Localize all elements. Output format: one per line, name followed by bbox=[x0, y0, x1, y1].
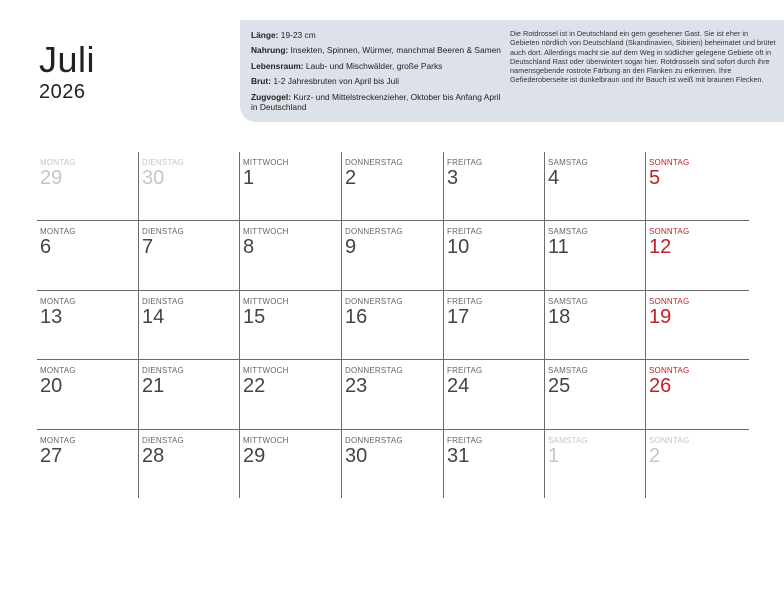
calendar-week bbox=[37, 290, 749, 359]
bird-info-panel bbox=[240, 20, 784, 122]
weekday-label: MITTWOCH bbox=[243, 296, 289, 306]
day-cell[interactable] bbox=[138, 291, 239, 359]
day-number: 12 bbox=[649, 236, 672, 259]
day-cell[interactable] bbox=[138, 430, 239, 498]
weekday-label: SAMSTAG bbox=[548, 227, 588, 237]
fact-text: 1-2 Jahresbruten von April bis Juli bbox=[273, 76, 400, 87]
day-number: 14 bbox=[142, 305, 165, 328]
weekday-label: FREITAG bbox=[447, 435, 483, 445]
weekday-label: SAMSTAG bbox=[548, 158, 588, 167]
day-number: 30 bbox=[142, 167, 165, 189]
fact-habitat bbox=[251, 61, 501, 71]
fact-label: Zugvogel: bbox=[251, 91, 292, 102]
day-cell[interactable] bbox=[37, 430, 138, 498]
day-cell[interactable] bbox=[341, 152, 443, 220]
bird-facts bbox=[251, 30, 501, 117]
day-cell[interactable] bbox=[239, 291, 341, 359]
day-cell[interactable] bbox=[544, 360, 645, 428]
weekday-label: DIENSTAG bbox=[142, 158, 184, 167]
weekday-label: DIENSTAG bbox=[142, 296, 184, 306]
day-number: 10 bbox=[447, 236, 470, 259]
day-number: 11 bbox=[548, 236, 569, 259]
day-number: 19 bbox=[649, 305, 672, 328]
day-cell[interactable] bbox=[239, 152, 341, 220]
day-number: 18 bbox=[548, 305, 571, 328]
day-cell[interactable] bbox=[37, 360, 138, 428]
weekday-label: DONNERSTAG bbox=[345, 435, 403, 445]
day-cell[interactable] bbox=[645, 360, 749, 428]
day-number: 20 bbox=[40, 375, 63, 398]
fact-text: Insekten, Spinnen, Würmer, manchmal Beeren & Samen bbox=[290, 45, 501, 56]
day-cell[interactable] bbox=[645, 430, 749, 498]
weekday-label: DIENSTAG bbox=[142, 435, 184, 445]
weekday-label: MITTWOCH bbox=[243, 158, 289, 167]
day-number: 31 bbox=[447, 444, 470, 467]
weekday-label: MITTWOCH bbox=[243, 435, 289, 445]
day-number: 22 bbox=[243, 375, 266, 398]
fact-label: Nahrung: bbox=[251, 45, 289, 56]
calendar-week bbox=[37, 429, 749, 498]
weekday-label: MONTAG bbox=[40, 296, 76, 306]
weekday-label: MONTAG bbox=[40, 366, 76, 376]
day-cell[interactable] bbox=[443, 221, 544, 289]
day-cell[interactable] bbox=[341, 291, 443, 359]
day-cell[interactable] bbox=[645, 221, 749, 289]
weekday-label: DIENSTAG bbox=[142, 366, 184, 376]
day-number: 16 bbox=[345, 305, 368, 328]
day-number: 8 bbox=[243, 236, 255, 259]
weekday-label: MONTAG bbox=[40, 158, 76, 167]
day-cell[interactable] bbox=[443, 360, 544, 428]
day-cell[interactable] bbox=[37, 291, 138, 359]
day-number: 30 bbox=[345, 444, 368, 467]
fact-food bbox=[251, 45, 501, 55]
day-number: 26 bbox=[649, 375, 672, 398]
weekday-label: FREITAG bbox=[447, 366, 483, 376]
fact-label: Brut: bbox=[251, 76, 272, 87]
weekday-label: DONNERSTAG bbox=[345, 296, 403, 306]
day-number: 15 bbox=[243, 305, 266, 328]
day-cell[interactable] bbox=[443, 430, 544, 498]
day-number: 13 bbox=[40, 305, 63, 328]
day-cell[interactable] bbox=[544, 152, 645, 220]
calendar-week bbox=[37, 359, 749, 428]
day-number: 29 bbox=[40, 167, 63, 189]
weekday-label: SONNTAG bbox=[649, 435, 690, 445]
calendar-week bbox=[37, 220, 749, 289]
day-number: 24 bbox=[447, 375, 470, 398]
weekday-label: SAMSTAG bbox=[548, 366, 588, 376]
weekday-label: MONTAG bbox=[40, 435, 76, 445]
day-cell[interactable] bbox=[37, 152, 138, 220]
weekday-label: SONNTAG bbox=[649, 366, 690, 376]
fact-migration bbox=[251, 92, 501, 112]
weekday-label: FREITAG bbox=[447, 227, 483, 237]
day-cell[interactable] bbox=[138, 221, 239, 289]
day-cell[interactable] bbox=[138, 360, 239, 428]
day-number: 23 bbox=[345, 375, 368, 398]
day-number: 7 bbox=[142, 236, 154, 259]
fact-text: 19-23 cm bbox=[280, 30, 316, 40]
fact-length bbox=[251, 30, 501, 40]
day-cell[interactable] bbox=[443, 291, 544, 359]
fact-breeding bbox=[251, 76, 501, 86]
day-number: 27 bbox=[40, 444, 63, 467]
weekday-label: SAMSTAG bbox=[548, 296, 588, 306]
weekday-label: SONNTAG bbox=[649, 227, 690, 237]
month-title bbox=[39, 40, 95, 103]
day-cell[interactable] bbox=[37, 221, 138, 289]
day-number: 2 bbox=[649, 444, 661, 467]
day-number: 1 bbox=[548, 444, 560, 467]
day-number: 21 bbox=[142, 375, 165, 398]
day-cell[interactable] bbox=[443, 152, 544, 220]
day-number: 4 bbox=[548, 167, 560, 189]
day-number: 28 bbox=[142, 444, 165, 467]
weekday-label: FREITAG bbox=[447, 296, 483, 306]
day-cell[interactable] bbox=[544, 221, 645, 289]
weekday-label: DONNERSTAG bbox=[345, 227, 403, 237]
bird-description: Die Rotdrossel ist in Deutschland ein gern gesehener Gast. Sie ist eher in Gebieten nördlich von Deutschland (Skandinavien, Sibirien) beheimatet und brütet auch dort. Allerdings macht sie auf dem Weg in südlicher gelegene Gebiete oft in Deutschland Rast oder überwintert sogar hier. Rotdrosseln sind sofort durch ihre namensgebende rostrote Färbung an den Flanken zu erkennen. Ihre Gefiederoberseite ist dunkelbraun und ihr Bauch ist weiß mit braunen Flecken. bbox=[510, 29, 776, 85]
day-cell[interactable] bbox=[138, 152, 239, 220]
day-cell[interactable] bbox=[544, 430, 645, 498]
day-number: 5 bbox=[649, 167, 661, 189]
weekday-label: MITTWOCH bbox=[243, 366, 289, 376]
weekday-label: SAMSTAG bbox=[548, 435, 588, 445]
day-cell[interactable] bbox=[645, 152, 749, 220]
calendar-grid bbox=[37, 152, 749, 498]
fact-text: Kurz- und Mittelstreckenzieher, Oktober bis Anfang April in Deutschland bbox=[251, 91, 501, 112]
day-number: 25 bbox=[548, 375, 571, 398]
day-cell[interactable] bbox=[341, 360, 443, 428]
weekday-label: SONNTAG bbox=[649, 158, 690, 167]
day-cell[interactable] bbox=[544, 291, 645, 359]
fact-label: Lebensraum: bbox=[251, 60, 304, 71]
day-cell[interactable] bbox=[239, 221, 341, 289]
calendar-week bbox=[37, 152, 749, 220]
weekday-label: DIENSTAG bbox=[142, 227, 184, 237]
weekday-label: DONNERSTAG bbox=[345, 366, 403, 376]
year: 2026 bbox=[39, 81, 86, 103]
day-number: 6 bbox=[40, 236, 52, 259]
day-number: 9 bbox=[345, 236, 357, 259]
day-number: 3 bbox=[447, 167, 459, 189]
weekday-label: SONNTAG bbox=[649, 296, 690, 306]
day-cell[interactable] bbox=[341, 221, 443, 289]
weekday-label: DONNERSTAG bbox=[345, 158, 403, 167]
day-number: 1 bbox=[243, 167, 255, 189]
day-number: 29 bbox=[243, 444, 266, 467]
weekday-label: FREITAG bbox=[447, 158, 483, 167]
day-cell[interactable] bbox=[239, 360, 341, 428]
month-name: Juli bbox=[39, 39, 96, 80]
day-number: 2 bbox=[345, 167, 357, 189]
day-cell[interactable] bbox=[341, 430, 443, 498]
day-number: 17 bbox=[447, 305, 470, 328]
day-cell[interactable] bbox=[645, 291, 749, 359]
weekday-label: MITTWOCH bbox=[243, 227, 289, 237]
weekday-label: MONTAG bbox=[40, 227, 76, 237]
day-cell[interactable] bbox=[239, 430, 341, 498]
fact-text: Laub- und Mischwälder, große Parks bbox=[305, 60, 443, 71]
fact-label: Länge: bbox=[251, 30, 279, 40]
